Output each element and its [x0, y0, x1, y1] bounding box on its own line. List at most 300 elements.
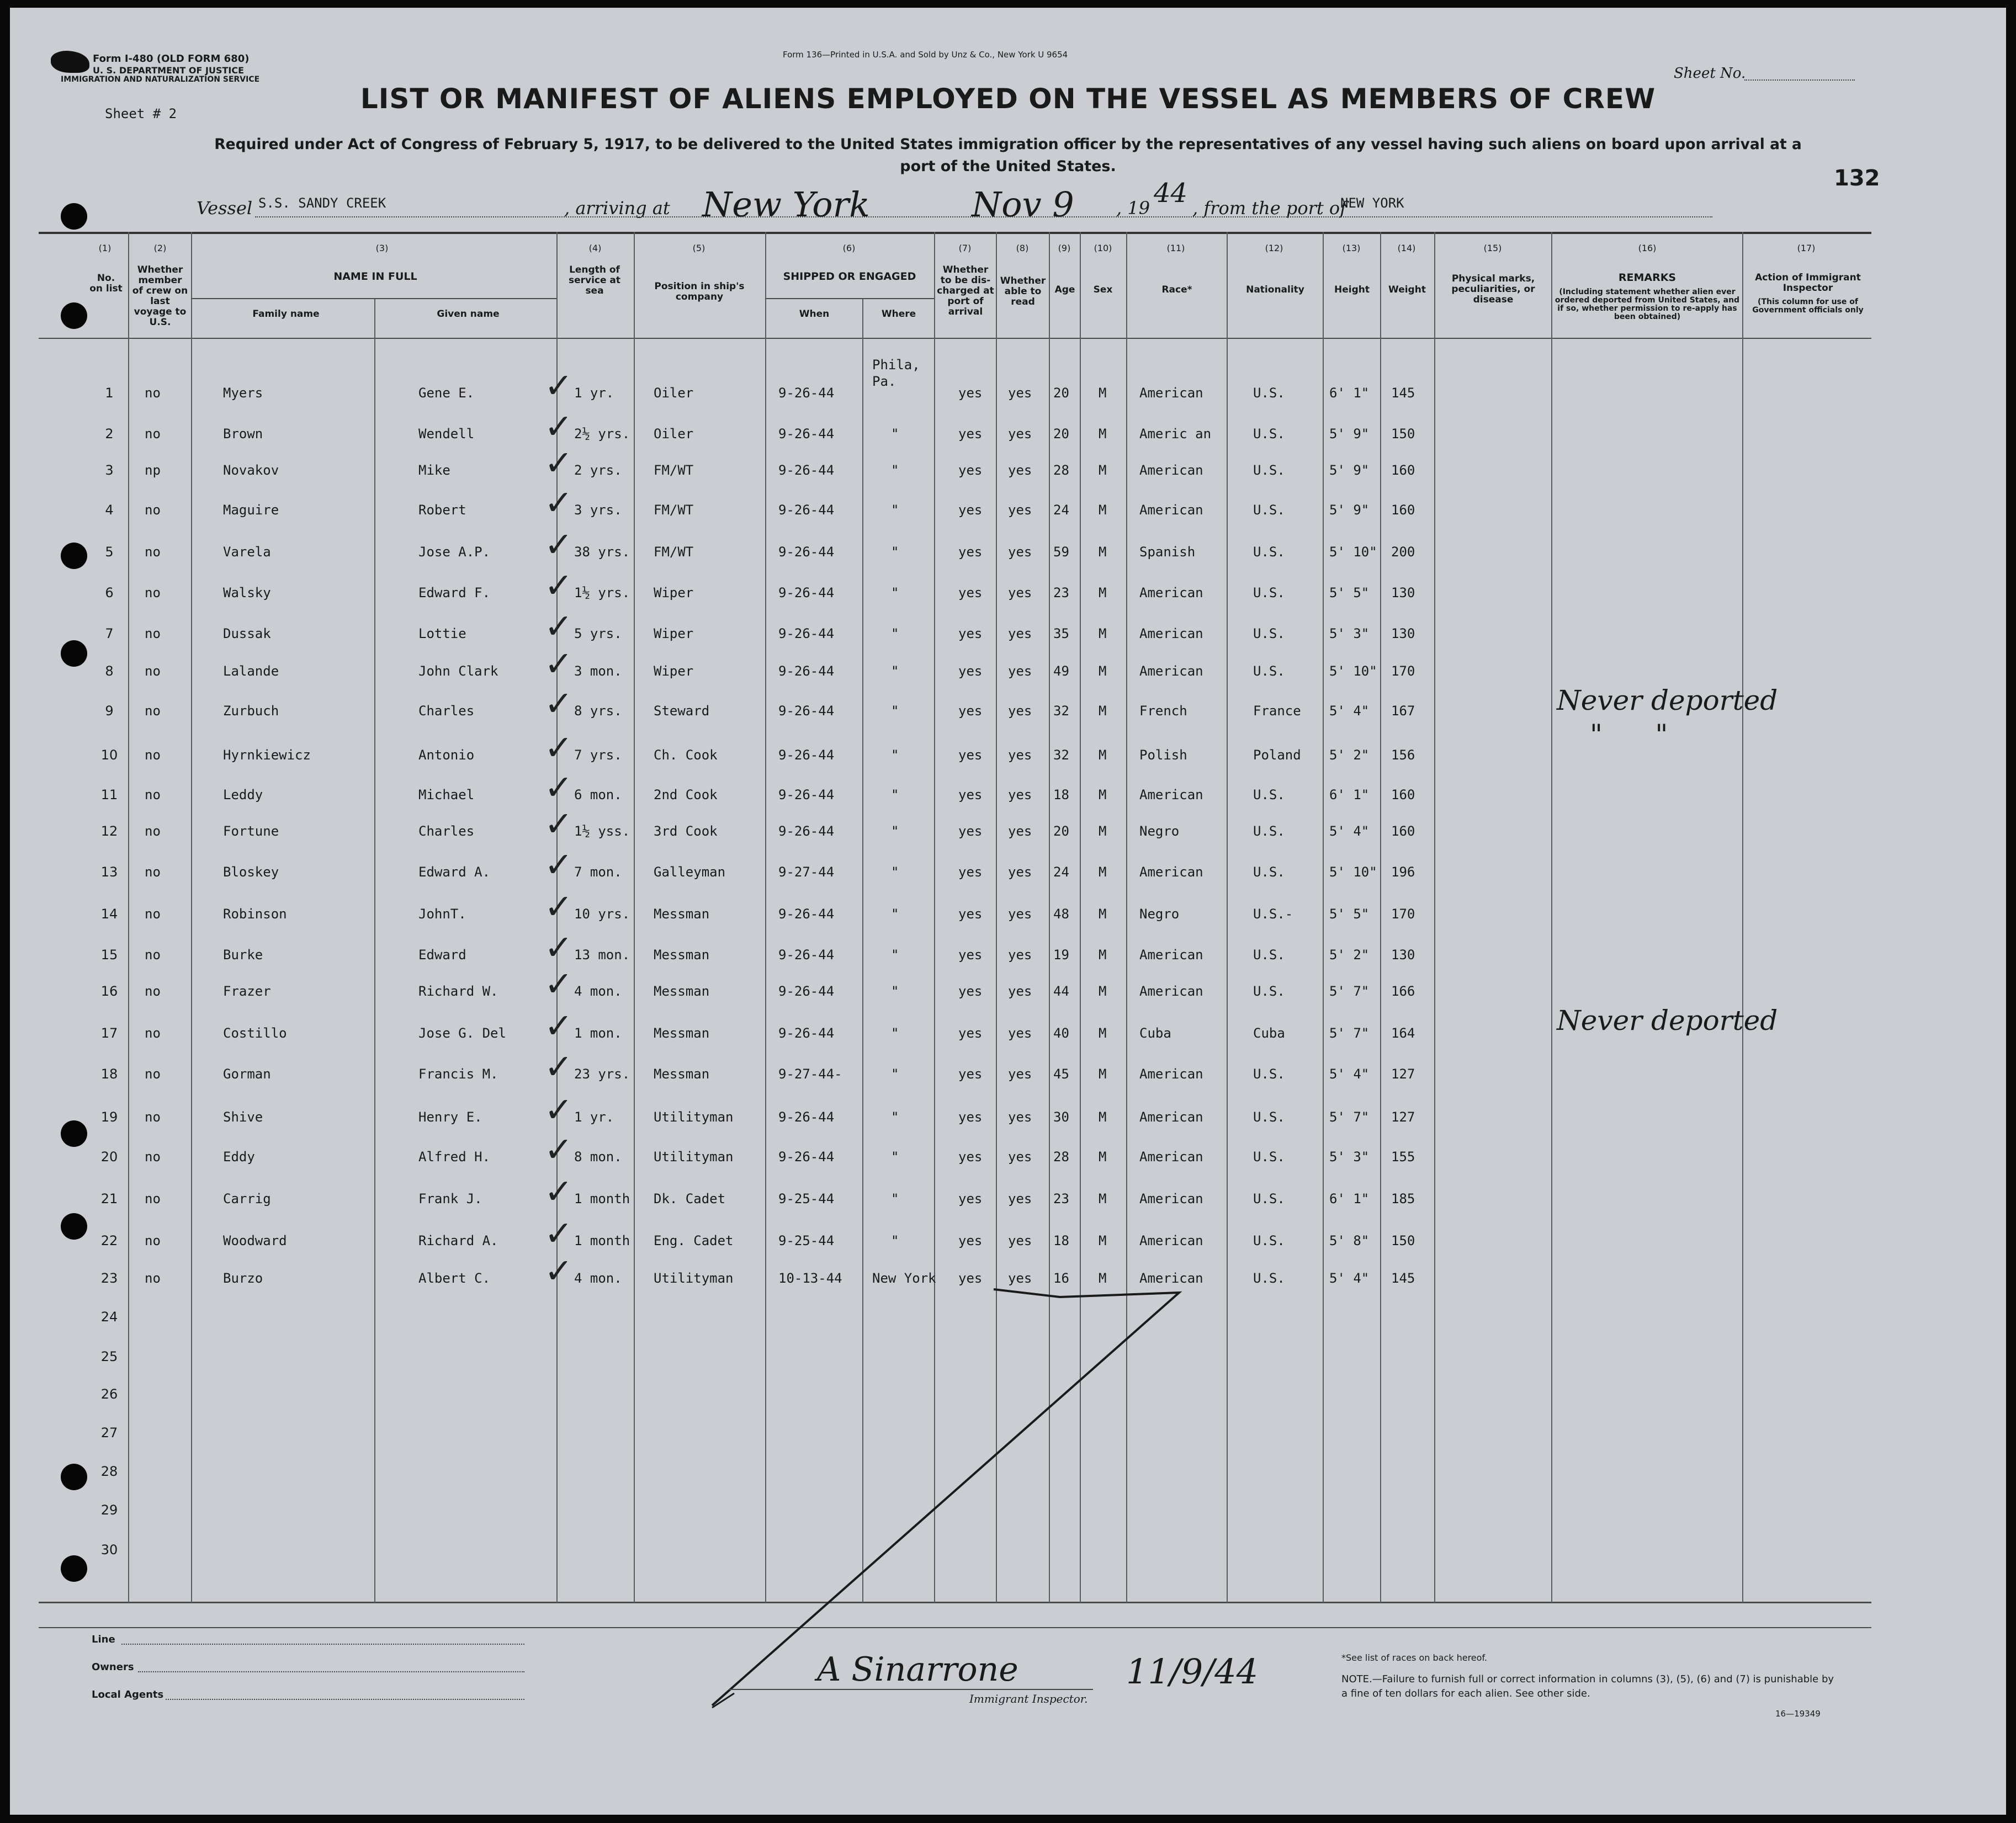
cell-sex: M [1099, 823, 1107, 839]
checkmark-icon: ✓ [544, 1089, 573, 1130]
cell-height: 5' 9" [1329, 426, 1370, 442]
cell-service: 2 yrs. [574, 463, 622, 478]
cell-height: 5' 7" [1329, 984, 1370, 999]
cell-family: Novakov [223, 463, 279, 478]
cell-family: Dussak [223, 626, 271, 641]
cell-discharged: yes [958, 1149, 983, 1165]
cell-read: yes [1008, 502, 1032, 518]
row-number: 13 [100, 864, 118, 880]
row-number: 19 [100, 1109, 118, 1125]
cell-member: no [145, 502, 161, 518]
cell-where: New York [872, 1271, 936, 1286]
cell-race: American [1139, 585, 1203, 600]
cell-read: yes [1008, 585, 1032, 600]
cell-where: Phila, Pa. [872, 357, 920, 389]
cell-sex: M [1099, 703, 1107, 719]
cell-sex: M [1099, 864, 1107, 880]
cell-read: yes [1008, 544, 1032, 560]
cell-weight: 185 [1391, 1191, 1415, 1207]
row-number: 16 [100, 984, 118, 999]
vessel-label: Vessel [197, 198, 253, 219]
cell-member: no [145, 1109, 161, 1125]
cell-nationality: U.S.- [1253, 906, 1293, 922]
checkmark-icon: ✓ [544, 365, 573, 406]
cell-age: 18 [1053, 1233, 1069, 1248]
row-number: 28 [100, 1464, 118, 1479]
arriving-label: , arriving at [564, 198, 670, 219]
cell-member: no [145, 585, 161, 600]
cell-sex: M [1099, 1191, 1107, 1207]
cell-position: Wiper [654, 585, 694, 600]
cell-when: 9-26-44 [778, 663, 835, 679]
cell-nationality: France [1253, 703, 1301, 719]
cell-family: Eddy [223, 1149, 255, 1165]
column-header-position: Position in ship's company [654, 281, 745, 302]
column-header-length-service: Length of service at sea [568, 264, 621, 296]
cell-when: 9-26-44 [778, 585, 835, 600]
cell-given: Alfred H. [418, 1149, 491, 1165]
cell-race: American [1139, 1191, 1203, 1207]
cell-weight: 196 [1391, 864, 1415, 880]
cell-family: Maguire [223, 502, 279, 518]
cell-age: 48 [1053, 906, 1069, 922]
checkmark-icon: ✓ [544, 683, 573, 724]
cell-service: 23 yrs. [574, 1066, 630, 1082]
cell-position: Messman [654, 984, 710, 999]
cell-member: no [145, 906, 161, 922]
cell-service: 7 yrs. [574, 747, 622, 763]
cell-sex: M [1099, 426, 1107, 442]
cell-age: 19 [1053, 947, 1069, 963]
row-number: 7 [105, 626, 114, 641]
cell-read: yes [1008, 864, 1032, 880]
row-number: 10 [100, 747, 118, 763]
column-header-height: Height [1334, 284, 1370, 295]
cell-read: yes [1008, 385, 1032, 401]
cell-position: Utilityman [654, 1271, 734, 1286]
column-number: (15) [1483, 243, 1502, 253]
cell-member: no [145, 1233, 161, 1248]
column-number: (11) [1166, 243, 1185, 253]
cell-member: no [145, 1191, 161, 1207]
cell-read: yes [1008, 747, 1032, 763]
row-number: 14 [100, 906, 118, 922]
column-number: (14) [1397, 243, 1416, 253]
cell-discharged: yes [958, 1271, 983, 1286]
cell-given: Robert [418, 502, 466, 518]
checkmark-icon: ✓ [544, 886, 573, 927]
cell-where: " [891, 663, 899, 679]
cell-given: Henry E. [418, 1109, 482, 1125]
cell-weight: 130 [1391, 626, 1415, 641]
cell-when: 9-26-44 [778, 906, 835, 922]
cell-read: yes [1008, 1025, 1032, 1041]
cell-member: no [145, 1025, 161, 1041]
cell-service: 1 mon. [574, 1025, 622, 1041]
remark-never-deported-9: Never deported [1557, 684, 1778, 716]
cell-position: Oiler [654, 426, 694, 442]
row-number: 27 [100, 1425, 118, 1441]
cell-race: American [1139, 502, 1203, 518]
column-header-family-name: Family name [252, 309, 320, 320]
cell-weight: 127 [1391, 1109, 1415, 1125]
row-number: 24 [100, 1309, 118, 1325]
year-suffix: 44 [1154, 178, 1188, 209]
cell-weight: 166 [1391, 984, 1415, 999]
penalty-note: NOTE.—Failure to furnish full or correct information in columns (3), (5), (6) and (7) is punishable by a fine of ten dollars for each alien. See other side. [1341, 1673, 1834, 1699]
cell-race: American [1139, 1066, 1203, 1082]
cell-member: np [145, 463, 161, 478]
agents-label: Local Agents [92, 1689, 164, 1700]
cell-when: 9-26-44 [778, 1109, 835, 1125]
form-subtitle-2: port of the United States. [900, 158, 1116, 175]
cell-member: no [145, 1149, 161, 1165]
cell-discharged: yes [958, 947, 983, 963]
column-number: (3) [375, 243, 389, 253]
owners-dotted [138, 1671, 524, 1672]
cell-given: Jose G. Del [418, 1025, 506, 1041]
sheet-no-label: Sheet No. [1674, 65, 1746, 82]
cell-family: Leddy [223, 787, 263, 802]
cell-position: Messman [654, 1066, 710, 1082]
cell-where: " [891, 626, 899, 641]
cell-where: " [891, 906, 899, 922]
cell-discharged: yes [958, 1233, 983, 1248]
cell-weight: 127 [1391, 1066, 1415, 1082]
cell-race: American [1139, 984, 1203, 999]
column-header-action-note: (This column for use of Government officials only [1752, 297, 1864, 315]
cell-member: no [145, 1271, 161, 1286]
cell-weight: 145 [1391, 385, 1415, 401]
cell-height: 5' 4" [1329, 703, 1370, 719]
cell-race: Americ an [1139, 426, 1212, 442]
row-number: 3 [105, 463, 114, 478]
column-header-shipped-engaged: SHIPPED OR ENGAGED [783, 270, 916, 283]
cell-age: 35 [1053, 626, 1069, 641]
cell-sex: M [1099, 1233, 1107, 1248]
cell-height: 5' 9" [1329, 502, 1370, 518]
cell-when: 9-26-44 [778, 626, 835, 641]
column-header-sex: Sex [1093, 284, 1113, 295]
cell-discharged: yes [958, 984, 983, 999]
checkmark-icon: ✓ [544, 565, 573, 605]
checkmark-icon: ✓ [544, 443, 573, 483]
remark-ditto-10: " " [1590, 719, 1668, 751]
checkmark-icon: ✓ [544, 927, 573, 968]
cell-height: 6' 1" [1329, 385, 1370, 401]
cell-sex: M [1099, 984, 1107, 999]
cell-nationality: U.S. [1253, 463, 1285, 478]
cell-position: Steward [654, 703, 710, 719]
column-number: (9) [1058, 243, 1071, 253]
form-title: LIST OR MANIFEST OF ALIENS EMPLOYED ON THE VESSEL AS MEMBERS OF CREW [360, 83, 1656, 115]
cell-where: " [891, 984, 899, 999]
checkmark-icon: ✓ [544, 406, 573, 447]
cell-when: 9-26-44 [778, 823, 835, 839]
cell-height: 5' 4" [1329, 1066, 1370, 1082]
cell-when: 9-25-44 [778, 1191, 835, 1207]
cell-race: American [1139, 1149, 1203, 1165]
column-header-where: Where [881, 309, 916, 320]
checkmark-icon: ✓ [544, 964, 573, 1004]
sheet-number-handwritten: Sheet # 2 [105, 106, 177, 121]
cell-where: " [891, 787, 899, 802]
cell-race: American [1139, 663, 1203, 679]
column-number: (16) [1638, 243, 1657, 253]
row-number: 26 [100, 1386, 118, 1402]
cell-weight: 170 [1391, 663, 1415, 679]
cell-discharged: yes [958, 787, 983, 802]
cell-position: Galleyman [654, 864, 726, 880]
cell-height: 5' 10" [1329, 864, 1377, 880]
cell-discharged: yes [958, 426, 983, 442]
cell-race: American [1139, 787, 1203, 802]
column-header-no-on-list: No. on list [89, 273, 123, 294]
cell-member: no [145, 787, 161, 802]
cell-discharged: yes [958, 747, 983, 763]
cell-nationality: U.S. [1253, 663, 1285, 679]
cell-height: 5' 4" [1329, 1271, 1370, 1286]
cell-family: Brown [223, 426, 263, 442]
cell-weight: 167 [1391, 703, 1415, 719]
cell-sex: M [1099, 1025, 1107, 1041]
cell-when: 9-26-44 [778, 703, 835, 719]
checkmark-icon: ✓ [544, 606, 573, 646]
row-number: 25 [100, 1349, 118, 1364]
cell-nationality: U.S. [1253, 385, 1285, 401]
checkmark-icon: ✓ [544, 482, 573, 523]
cell-member: no [145, 544, 161, 560]
cell-race: Negro [1139, 823, 1180, 839]
cell-when: 9-25-44 [778, 1233, 835, 1248]
form-code-footer: 16—19349 [1775, 1709, 1821, 1719]
cell-nationality: U.S. [1253, 585, 1285, 600]
cell-age: 23 [1053, 1191, 1069, 1207]
cell-nationality: U.S. [1253, 787, 1285, 802]
cell-weight: 155 [1391, 1149, 1415, 1165]
cell-family: Bloskey [223, 864, 279, 880]
cell-when: 9-26-44 [778, 463, 835, 478]
cell-height: 5' 3" [1329, 626, 1370, 641]
cell-given: Edward F. [418, 585, 491, 600]
cell-where: " [891, 585, 899, 600]
column-header-discharged: Whether to be dis- charged at port of arrival [937, 264, 994, 317]
cell-service: 1 month [574, 1191, 630, 1207]
column-header-weight: Weight [1388, 284, 1426, 295]
cell-service: 1½ yrs. [574, 585, 630, 600]
cell-given: Michael [418, 787, 475, 802]
row-number: 12 [100, 823, 118, 839]
cell-nationality: U.S. [1253, 1233, 1285, 1248]
column-number: (1) [98, 243, 112, 253]
cell-sex: M [1099, 385, 1107, 401]
cell-weight: 164 [1391, 1025, 1415, 1041]
column-number: (17) [1797, 243, 1816, 253]
column-header-given-name: Given name [437, 309, 500, 320]
cell-age: 16 [1053, 1271, 1069, 1286]
cell-age: 28 [1053, 1149, 1069, 1165]
cell-when: 9-26-44 [778, 1025, 835, 1041]
line-label: Line [92, 1634, 115, 1645]
cell-where: " [891, 502, 899, 518]
cell-read: yes [1008, 984, 1032, 999]
cell-weight: 156 [1391, 747, 1415, 763]
year-prefix: , 19 [1116, 198, 1150, 219]
cell-height: 6' 1" [1329, 1191, 1370, 1207]
cell-when: 9-26-44 [778, 544, 835, 560]
cell-age: 20 [1053, 823, 1069, 839]
cell-member: no [145, 385, 161, 401]
checkmark-icon: ✓ [544, 1006, 573, 1046]
cell-height: 5' 2" [1329, 947, 1370, 963]
row-number: 18 [100, 1066, 118, 1082]
cell-nationality: U.S. [1253, 544, 1285, 560]
cell-race: American [1139, 626, 1203, 641]
cell-family: Woodward [223, 1233, 287, 1248]
cell-member: no [145, 747, 161, 763]
cell-race: French [1139, 703, 1187, 719]
cell-when: 9-26-44 [778, 787, 835, 802]
inspector-label: Immigrant Inspector. [969, 1692, 1088, 1705]
cell-age: 44 [1053, 984, 1069, 999]
cell-member: no [145, 947, 161, 963]
cell-sex: M [1099, 544, 1107, 560]
cell-when: 9-26-44 [778, 385, 835, 401]
remark-never-deported-17: Never deported [1557, 1004, 1778, 1037]
cell-given: Charles [418, 823, 475, 839]
cell-member: no [145, 663, 161, 679]
cell-service: 1½ yss. [574, 823, 630, 839]
cell-family: Carrig [223, 1191, 271, 1207]
cell-race: American [1139, 864, 1203, 880]
cell-discharged: yes [958, 1109, 983, 1125]
checkmark-icon: ✓ [544, 844, 573, 885]
signature-line [729, 1689, 1093, 1690]
cell-nationality: U.S. [1253, 1066, 1285, 1082]
column-number: (2) [153, 243, 167, 253]
cell-weight: 130 [1391, 585, 1415, 600]
page-number: 132 [1834, 166, 1880, 191]
from-port-label: , from the port of [1192, 198, 1347, 219]
cell-weight: 160 [1391, 463, 1415, 478]
cell-where: " [891, 947, 899, 963]
column-header-remarks-note: (Including statement whether alien ever ordered deported from United States, and if so, whether permission to re-apply has been obtained) [1555, 288, 1740, 321]
cell-discharged: yes [958, 1066, 983, 1082]
cell-member: no [145, 1066, 161, 1082]
cell-where: " [891, 463, 899, 478]
cell-where: " [891, 426, 899, 442]
cell-where: " [891, 1025, 899, 1041]
column-number: (5) [692, 243, 705, 253]
row-number: 4 [105, 502, 114, 518]
cell-race: Cuba [1139, 1025, 1171, 1041]
cell-sex: M [1099, 1109, 1107, 1125]
cell-position: FM/WT [654, 502, 694, 518]
row-number: 15 [100, 947, 118, 963]
cell-given: Wendell [418, 426, 475, 442]
cell-position: Wiper [654, 663, 694, 679]
cell-race: Negro [1139, 906, 1180, 922]
cell-read: yes [1008, 1233, 1032, 1248]
cell-nationality: U.S. [1253, 1149, 1285, 1165]
cell-read: yes [1008, 663, 1032, 679]
checkmark-icon: ✓ [544, 767, 573, 807]
cell-read: yes [1008, 626, 1032, 641]
cell-discharged: yes [958, 864, 983, 880]
row-number: 5 [105, 544, 114, 560]
cell-height: 5' 10" [1329, 663, 1377, 679]
cell-family: Costillo [223, 1025, 287, 1041]
cell-position: Utilityman [654, 1149, 734, 1165]
cell-service: 5 yrs. [574, 626, 622, 641]
cell-age: 28 [1053, 463, 1069, 478]
cell-weight: 145 [1391, 1271, 1415, 1286]
cell-discharged: yes [958, 663, 983, 679]
printer-line: Form 136—Printed in U.S.A. and Sold by Unz & Co., New York U 9654 [783, 50, 1068, 60]
cell-member: no [145, 984, 161, 999]
cell-where: " [891, 864, 899, 880]
cell-given: Richard W. [418, 984, 498, 999]
service-name: IMMIGRATION AND NATURALIZATION SERVICE [61, 75, 260, 84]
cell-position: Messman [654, 947, 710, 963]
cell-service: 6 mon. [574, 787, 622, 802]
cell-given: Francis M. [418, 1066, 498, 1082]
cell-sex: M [1099, 787, 1107, 802]
cell-discharged: yes [958, 1025, 983, 1041]
cell-sex: M [1099, 747, 1107, 763]
cell-where: " [891, 544, 899, 560]
cell-family: Myers [223, 385, 263, 401]
cell-given: John Clark [418, 663, 498, 679]
signed-date: 11/9/44 [1126, 1651, 1259, 1692]
cell-height: 5' 7" [1329, 1109, 1370, 1125]
checkmark-icon: ✓ [544, 804, 573, 844]
cell-when: 10-13-44 [778, 1271, 842, 1286]
cell-position: Messman [654, 1025, 710, 1041]
cell-age: 20 [1053, 385, 1069, 401]
cell-read: yes [1008, 1066, 1032, 1082]
cell-height: 5' 5" [1329, 906, 1370, 922]
cell-weight: 130 [1391, 947, 1415, 963]
cell-position: Dk. Cadet [654, 1191, 726, 1207]
row-number: 11 [100, 787, 118, 802]
cell-given: Gene E. [418, 385, 475, 401]
cell-race: American [1139, 1109, 1203, 1125]
column-header-when: When [799, 309, 830, 320]
cell-given: Richard A. [418, 1233, 498, 1248]
cell-given: JohnT. [418, 906, 466, 922]
cell-given: Edward A. [418, 864, 491, 880]
cell-sex: M [1099, 1149, 1107, 1165]
cell-service: 38 yrs. [574, 544, 630, 560]
column-header-action: Action of Immigrant Inspector [1755, 272, 1861, 294]
cell-weight: 160 [1391, 502, 1415, 518]
cell-member: no [145, 703, 161, 719]
row-number: 9 [105, 703, 114, 719]
cell-service: 3 yrs. [574, 502, 622, 518]
cell-read: yes [1008, 787, 1032, 802]
cell-race: American [1139, 947, 1203, 963]
column-number: (10) [1094, 243, 1112, 253]
cell-read: yes [1008, 1271, 1032, 1286]
cell-where: " [891, 703, 899, 719]
vessel-name: S.S. SANDY CREEK [258, 195, 386, 211]
cell-race: Spanish [1139, 544, 1196, 560]
cell-age: 24 [1053, 502, 1069, 518]
cell-where: " [891, 1066, 899, 1082]
cell-age: 20 [1053, 426, 1069, 442]
cell-nationality: Poland [1253, 747, 1301, 763]
